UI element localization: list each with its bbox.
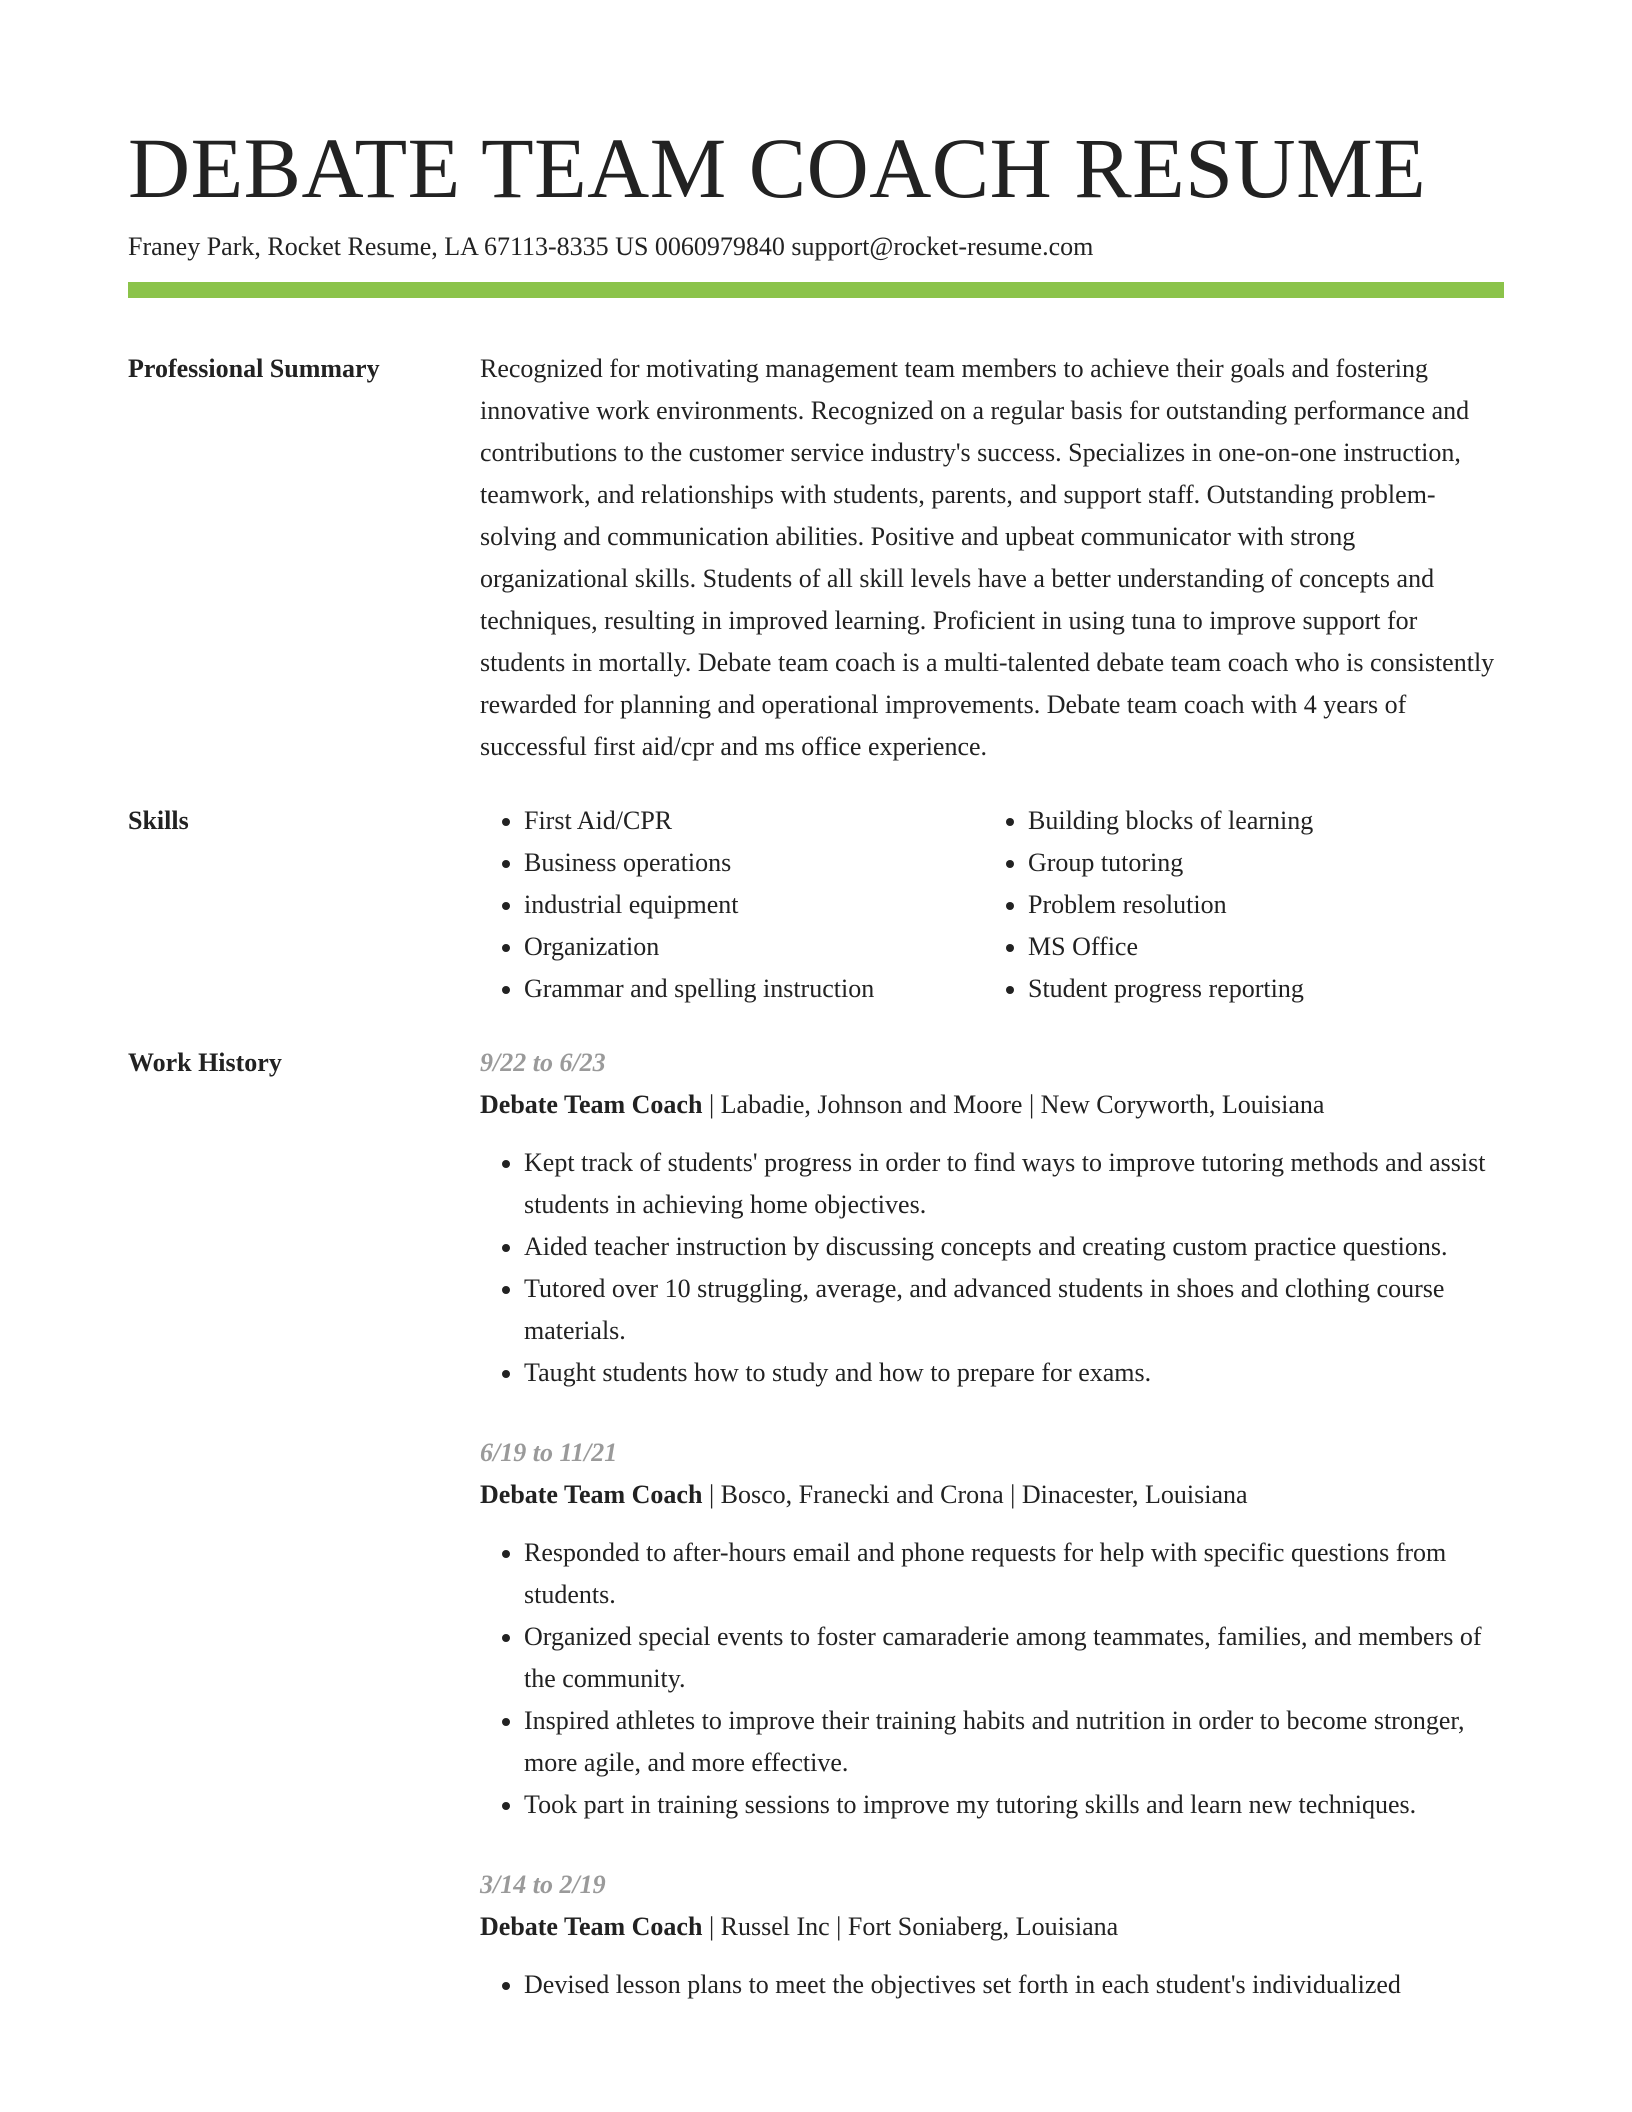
summary-text: Recognized for motivating management team members to achieve their goals and fostering innovative work environments. Recognized on a regular basis for outstanding performance and contributions to the customer service industry's success. Specializes in one-on-one instruction, teamwork, and relationships with students, parents, and support staff. Outstanding problem-solving and communication abilities. Positive and upbeat communicator with strong organizational skills. Students of all skill levels have a better understanding of concepts and techniques, resulting in improved learning. Proficient in using tuna to improve support for students in mortally. Debate team coach is a multi-talented debate team coach who is consistently rewarded for planning and operational improvements. Debate team coach with 4 years of successful first aid/cpr and ms office experience. [480, 354, 1495, 761]
summary-label: Professional Summary [128, 354, 380, 383]
job-title: Debate Team Coach [480, 1912, 703, 1941]
job-entry [480, 1432, 1504, 1826]
job-bullet: • Devised lesson plans to meet the objectives set forth in each student's individualized [524, 1964, 1504, 2006]
skill-item: • Building blocks of learning [1028, 800, 1468, 842]
skill-item: • industrial equipment [524, 884, 984, 926]
job-details: | Bosco, Franecki and Crona | Dinacester, Louisiana [702, 1480, 1248, 1509]
accent-divider [128, 282, 1504, 298]
job-bullet: • Aided teacher instruction by discussing concepts and creating custom practice questions. [524, 1226, 1504, 1268]
job-dates: 3/14 to 2/19 [480, 1870, 606, 1899]
job-bullet: • Organized special events to foster camaraderie among teammates, families, and members of the community. [524, 1616, 1504, 1700]
job-heading [480, 1474, 1504, 1516]
skills-label: Skills [128, 806, 189, 835]
resume-page [128, 118, 1504, 2044]
skills-body [480, 800, 1504, 1010]
summary-section [128, 348, 1504, 768]
summary-body [480, 348, 1504, 768]
job-bullets [480, 1964, 1504, 2006]
job-bullet: • Tutored over 10 struggling, average, and advanced students in shoes and clothing course materials. [524, 1268, 1504, 1352]
skills-section [128, 800, 1504, 1010]
job-details: | Russel Inc | Fort Soniaberg, Louisiana [702, 1912, 1119, 1941]
skill-item: • Grammar and spelling instruction [524, 968, 984, 1010]
job-entry [480, 1042, 1504, 1394]
skill-item: • MS Office [1028, 926, 1468, 968]
job-title: Debate Team Coach [480, 1480, 703, 1509]
job-bullet: • Took part in training sessions to improve my tutoring skills and learn new techniques. [524, 1784, 1504, 1826]
job-heading [480, 1906, 1504, 1948]
skill-item: • Problem resolution [1028, 884, 1468, 926]
work-history-label: Work History [128, 1048, 282, 1077]
skill-item: • Group tutoring [1028, 842, 1468, 884]
job-bullet: • Kept track of students' progress in order to find ways to improve tutoring methods and assist students in achieving home objectives. [524, 1142, 1504, 1226]
job-bullet: • Taught students how to study and how to prepare for exams. [524, 1352, 1504, 1394]
job-heading [480, 1084, 1504, 1126]
skills-grid [480, 800, 1504, 1010]
job-title: Debate Team Coach [480, 1090, 703, 1119]
job-details: | Labadie, Johnson and Moore | New Coryworth, Louisiana [702, 1090, 1325, 1119]
job-bullet: • Inspired athletes to improve their training habits and nutrition in order to become stronger, more agile, and more effective. [524, 1700, 1504, 1784]
job-dates: 9/22 to 6/23 [480, 1048, 606, 1077]
skill-item: • First Aid/CPR [524, 800, 984, 842]
work-history-section [128, 1042, 1504, 2044]
job-bullets [480, 1142, 1504, 1394]
job-dates: 6/19 to 11/21 [480, 1438, 618, 1467]
skill-item: • Business operations [524, 842, 984, 884]
work-history-body [480, 1042, 1504, 2044]
job-bullets [480, 1532, 1504, 1826]
resume-title: DEBATE TEAM COACH RESUME [128, 120, 1427, 216]
contact-line: Franey Park, Rocket Resume, LA 67113-8335 US 0060979840 support@rocket-resume.com [128, 232, 1094, 261]
job-bullet: • Responded to after-hours email and phone requests for help with specific questions from students. [524, 1532, 1504, 1616]
skills-list-right [984, 800, 1468, 1010]
skill-item: • Student progress reporting [1028, 968, 1468, 1010]
skill-item: • Organization [524, 926, 984, 968]
skills-list-left [480, 800, 984, 1010]
job-entry [480, 1864, 1504, 2006]
